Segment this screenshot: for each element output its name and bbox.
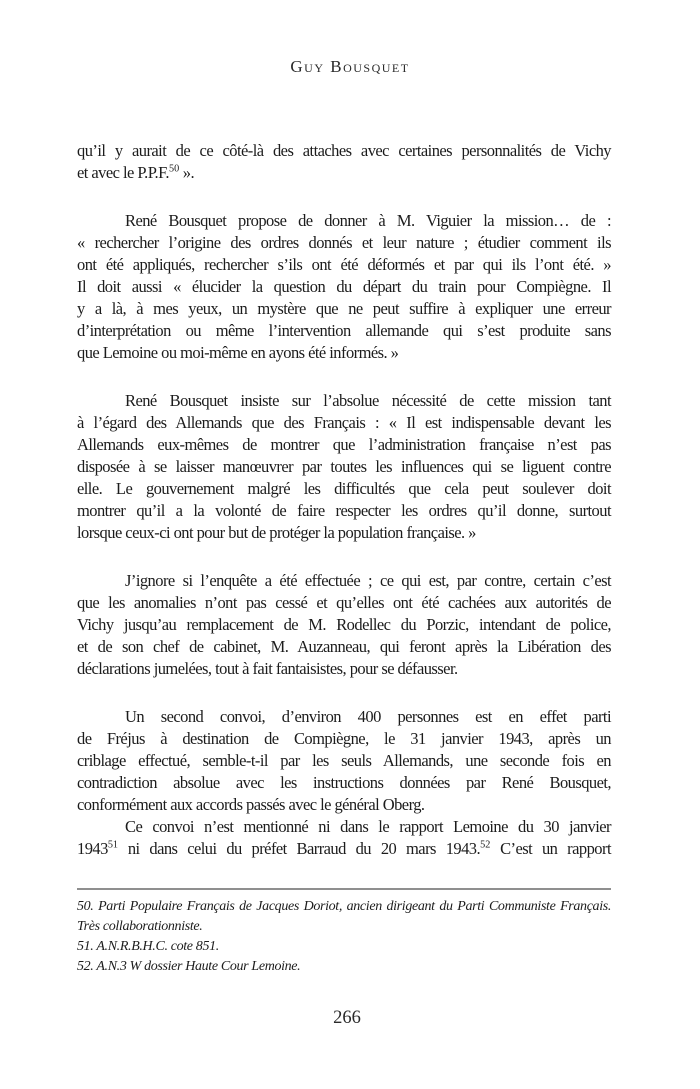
body-line: déclarations jumelées, tout à fait fantaisistes, pour se défausser. (77, 659, 458, 678)
footnote-item (77, 957, 611, 977)
body-line: à l’égard des Allemands que des Français : « Il est indispensable devant les (77, 413, 611, 432)
footnote-line: 52. A.N.3 W dossier Haute Cour Lemoine. (77, 959, 301, 974)
body-line: qu’il y aurait de ce côté-là des attaches avec certaines personnalités de Vichy (77, 141, 611, 160)
running-header-author: Guy Bousquet (290, 57, 410, 76)
paragraph (77, 706, 611, 816)
footnote-line: 51. A.N.R.B.H.C. cote 851. (77, 939, 219, 954)
body-line: René Bousquet insiste sur l’absolue nécessité de cette mission tant (125, 391, 611, 410)
paragraph (77, 210, 611, 364)
body-line: que les anomalies n’ont pas cessé et qu’elles ont été cachées aux autorités de (77, 593, 611, 612)
body-line: elle. Le gouvernement malgré les difficultés que cela peut soulever doit (77, 479, 611, 498)
body-line: et avec le P.P.F.$^{50}$ ». (77, 163, 195, 182)
body-line: Vichy jusqu’au remplacement de M. Rodellec du Porzic, intendant de police, (77, 615, 611, 634)
body-line: contradiction absolue avec les instructions données par René Bousquet, (77, 773, 611, 792)
paragraph (77, 570, 611, 680)
body-line: « rechercher l’origine des ordres donnés et leur nature ; étudier comment ils (77, 233, 611, 252)
footnote-ref: 50 (169, 163, 180, 175)
body-line: J’ignore si l’enquête a été effectuée ; ce qui est, par contre, certain c’est (125, 571, 611, 590)
body-line: Un second convoi, d’environ 400 personnes est en effet parti (125, 707, 611, 726)
footnote-item (77, 897, 611, 937)
body-line: Ce convoi n’est mentionné ni dans le rapport Lemoine du 30 janvier (125, 817, 611, 836)
body-line: Il doit aussi « élucider la question du départ du train pour Compiègne. Il (77, 277, 611, 296)
page-number: 266 (333, 1008, 361, 1028)
paragraph (77, 816, 611, 860)
body-text-block (77, 140, 611, 860)
body-line: 1943$^{51}$ ni dans celui du préfet Barraud du 20 mars 1943.52 C’est un rapport (77, 839, 611, 858)
body-line: d’interprétation ou même l’intervention allemande qui s’est produite sans (77, 321, 611, 340)
footnote-ref: 52 (480, 839, 491, 851)
footnote-ref: 51 (107, 839, 119, 851)
paragraph (77, 390, 611, 544)
body-line: disposée à se laisser manœuvrer par toutes les influences qui se liguent contre (77, 457, 611, 476)
body-line: de Fréjus à destination de Compiègne, le 31 janvier 1943, après un (77, 729, 611, 748)
footnote-separator-rule (77, 888, 611, 890)
body-line: René Bousquet propose de donner à M. Viguier la mission… de : (125, 211, 611, 230)
body-line: montrer qu’il a la volonté de faire respecter les ordres qu’il donne, surtout (77, 501, 611, 520)
footnote-line: Très collaborationniste. (77, 919, 203, 934)
body-line: que Lemoine ou moi-même en ayons été informés. » (77, 343, 399, 362)
body-line: y a là, à mes yeux, un mystère que ne peut suffire à expliquer une erreur (77, 299, 611, 318)
body-line: et de son chef de cabinet, M. Auzanneau, qui feront après la Libération des (77, 637, 611, 656)
footnote-line: 50. Parti Populaire Français de Jacques Doriot, ancien dirigeant du Parti Communiste Français. (77, 899, 611, 914)
footnotes-block (77, 897, 611, 977)
body-line: lorsque ceux-ci ont pour but de protéger la population française. » (77, 523, 476, 542)
body-line: conformément aux accords passés avec le général Oberg. (77, 795, 425, 814)
body-line: Allemands eux-mêmes de montrer que l’administration française n’est pas (77, 435, 611, 454)
body-line: ont été appliqués, rechercher s’ils ont été déformés et par qui ils l’ont été. » (77, 255, 611, 274)
paragraph (77, 140, 611, 184)
footnote-item (77, 937, 611, 957)
body-line: criblage effectué, semble-t-il par les seuls Allemands, une seconde fois en (77, 751, 611, 770)
